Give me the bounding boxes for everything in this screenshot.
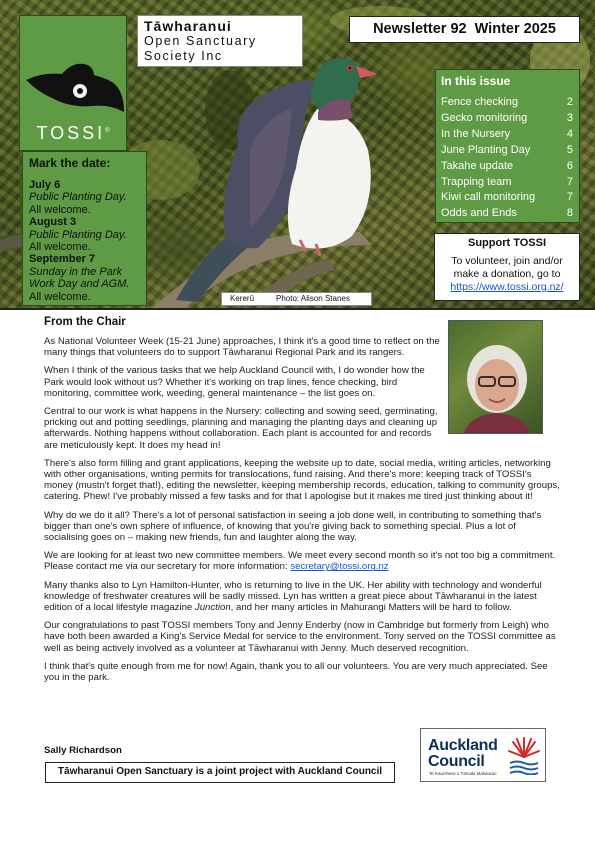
toc-item[interactable]: Gecko monitoring 3 bbox=[441, 111, 573, 124]
council-name: Auckland Council bbox=[428, 737, 498, 770]
divider bbox=[0, 308, 595, 310]
paragraph: We are looking for at least two new committee members. We meet every second month so it's not too big a commitment. Please contact me via our secretary for more information: secretary@tossi.org.nz bbox=[44, 550, 556, 573]
chair-article bbox=[44, 336, 560, 690]
support-text: To volunteer, join and/or make a donation, go to https://www.tossi.org.nz/ bbox=[450, 255, 564, 293]
paragraph: There's also form filling and grant applications, keeping the website up to date, social media, writing articles, networking with other organisations, writing permits for translocations, fund raising. And there's more: keeping track of TOSSI's money (mustn't forget that!), editing the newsletter, keeping membership records, education, talking to community groups, catering. Phew! I've probably missed a few tasks and for that I apologise but it makes me tired just thinking about it! bbox=[44, 457, 560, 503]
toc-item[interactable]: Kiwi call monitoring 7 bbox=[441, 191, 573, 204]
support-heading: Support TOSSI bbox=[467, 237, 547, 249]
tui-bird-logo-icon bbox=[20, 16, 128, 126]
pohutukawa-flower-icon bbox=[507, 735, 541, 775]
support-box bbox=[434, 233, 580, 301]
newsletter-title: Newsletter 92 Winter 2025 bbox=[349, 16, 580, 43]
photo-caption: Kererū Photo: Alison Stanes bbox=[221, 292, 372, 306]
logo-text: TOSSI® bbox=[36, 123, 110, 143]
paragraph: I think that's quite enough from me for now! Again, thank you to all our volunteers. You are very much appreciated. See you in the park. bbox=[44, 660, 548, 684]
joint-project-banner: Tāwharanui Open Sanctuary is a joint project with Auckland Council bbox=[45, 762, 395, 783]
secretary-email-link[interactable]: secretary@tossi.org.nz bbox=[290, 561, 389, 573]
paragraph: When I think of the various tasks that we help Auckland Council with, I do wonder how the Park would look without us? Whether it's working on trap lines, fence checking, bird monitoring, committee work, weeding, general maintenance – the list goes on. bbox=[44, 365, 425, 399]
paragraph: Central to our work is what happens in the Nursery: collecting and sowing seed, germinating, pricking out and potting seedlings, planning and managing the planting days and cleaning up afterwards. Nothing happens without collaboration. Each plant is accounted for and records are meticulously kept. It does my head in! bbox=[44, 406, 438, 451]
dates-heading: Mark the date: bbox=[29, 156, 111, 170]
paragraph: Why do we do it all? There's a lot of personal satisfaction in seeing a job done well, in contributing to something that's bigger than one's own sphere of influence, of knowing that you're giving back to something special. Plus a lot of socialising goes on – making new friends, fun and laughter along the way. bbox=[44, 509, 542, 544]
toc-item[interactable]: Fence checking 2 bbox=[441, 96, 573, 108]
in-this-issue bbox=[435, 69, 580, 223]
toc-item[interactable]: Odds and Ends 8 bbox=[441, 207, 573, 220]
signoff-name: Sally Richardson bbox=[44, 745, 122, 756]
toc-item[interactable]: Trapping team 7 bbox=[441, 175, 573, 188]
paragraph: Our congratulations to past TOSSI members Tony and Jenny Enderby (now in Cambridge but formerly from Leigh) who have both been awarded a King's Service Medal for service to the environment. Tony served on the TOSSI committee as well as being actively involved as a volunteer at Tāwharanui with Jenny. Much deserved recognition. bbox=[44, 620, 556, 654]
org-name-line3: Society Inc bbox=[144, 49, 223, 63]
auckland-council-logo bbox=[420, 728, 546, 782]
hero-photo bbox=[0, 0, 595, 309]
toc-item[interactable]: Takahe update 6 bbox=[441, 159, 573, 172]
section-title: From the Chair bbox=[44, 316, 126, 328]
org-name-box bbox=[137, 15, 303, 67]
toc-heading: In this issue bbox=[441, 74, 511, 88]
website-link[interactable]: https://www.tossi.org.nz/ bbox=[450, 281, 564, 293]
paragraph: As National Volunteer Week (15-21 June) approaches, I think it's a good time to reflect on the many things that volunteers do to support Tāwharanui Regional Park and its rangers. bbox=[44, 336, 440, 359]
date-entry: July 6 Public Planting Day. All welcome. bbox=[29, 179, 127, 216]
paragraph: Many thanks also to Lyn Hamilton-Hunter, who is returning to live in the UK. Her ability with technology and wonderful knowledge of freshwater creatures will be sadly missed. Lyn has written a great piece about Tāwharanui in the latest edition of a local lifestyle magazine Junction, and her many articles in Mahurangi Matters will be hard to follow. bbox=[44, 579, 542, 614]
toc-item[interactable]: In the Nursery 4 bbox=[441, 127, 573, 140]
mark-the-date bbox=[22, 151, 147, 306]
toc-item[interactable]: June Planting Day 5 bbox=[441, 143, 573, 156]
council-subtitle: Te Kaunihera o Tāmaki Makaurau bbox=[429, 771, 497, 776]
org-name-line1: Tāwharanui bbox=[144, 18, 232, 34]
date-entry: August 3 Public Planting Day. All welcome. bbox=[29, 216, 127, 254]
org-name-line2: Open Sanctuary bbox=[144, 34, 257, 48]
tossi-logo bbox=[19, 15, 127, 151]
date-entry: September 7 Sunday in the Park Work Day and AGM. All welcome. bbox=[29, 253, 130, 303]
